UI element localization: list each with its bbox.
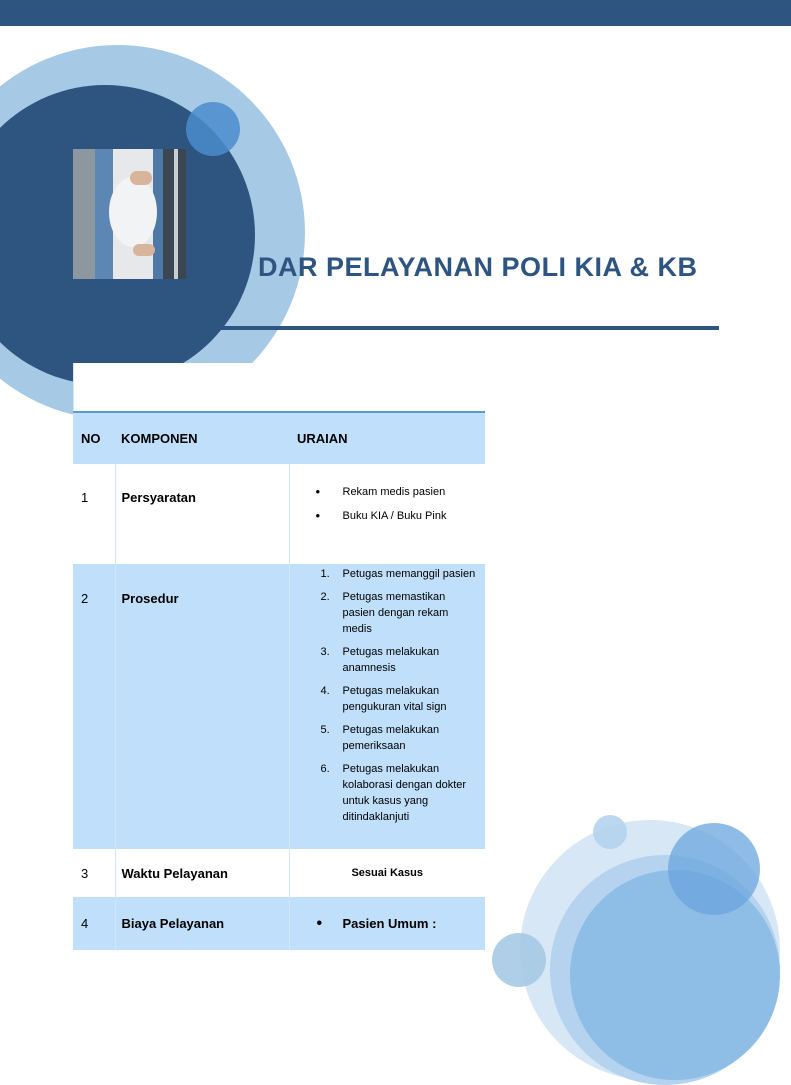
title-underline [215, 326, 719, 330]
list-item: 5. Petugas melakukan pemeriksaan [320, 724, 440, 752]
list-item: • Rekam medis pasien [290, 484, 486, 500]
fee-item: • Pasien Umum : [290, 916, 486, 931]
row-uraian [289, 897, 485, 950]
decor-circle-small [186, 102, 240, 156]
table-row [73, 464, 485, 564]
row-uraian [289, 564, 485, 849]
row-number: 3 [73, 849, 115, 897]
row-number: 4 [73, 897, 115, 950]
top-banner-bar [0, 0, 791, 26]
row-komponen: Prosedur [115, 564, 289, 849]
decor-circle-bottom-right-inner [570, 870, 780, 1080]
list-item: 4. Petugas melakukan pengukuran vital sign [320, 685, 447, 713]
decor-circle-bottom-small-1 [593, 815, 627, 849]
page-title: DAR PELAYANAN POLI KIA & KB [258, 252, 698, 282]
table-row [73, 897, 485, 950]
table-header-row [73, 412, 485, 464]
table-row [73, 849, 485, 897]
service-standard-table [73, 411, 485, 950]
table-row [73, 564, 485, 849]
row-number: 1 [73, 464, 115, 564]
row-komponen: Waktu Pelayanan [115, 849, 289, 897]
list-item: 1. Petugas memanggil pasien [320, 568, 476, 580]
list-item: 3. Petugas melakukan anamnesis [320, 646, 440, 674]
requirements-list [290, 464, 486, 524]
row-komponen: Biaya Pelayanan [115, 897, 289, 950]
decor-circle-bottom-small-2 [492, 933, 546, 987]
decor-circle-bottom-right-highlight [668, 823, 760, 915]
list-item: 6. Petugas melakukan kolaborasi dengan dokter untuk kasus yang ditindaklanjuti [320, 763, 467, 823]
service-standard-table-wrapper [73, 363, 485, 950]
header-no: NO [73, 412, 115, 464]
pregnant-woman-photo [73, 149, 186, 279]
procedure-list [290, 564, 486, 825]
header-uraian: URAIAN [289, 412, 485, 464]
row-komponen: Persyaratan [115, 464, 289, 564]
list-item: • Buku KIA / Buku Pink [290, 508, 486, 524]
header-komponen: KOMPONEN [115, 412, 289, 464]
table-top-spacer [73, 363, 485, 411]
row-number: 2 [73, 564, 115, 849]
list-item: 2. Petugas memastikan pasien dengan rekam medis [320, 591, 449, 635]
row-uraian [289, 464, 485, 564]
row-uraian: Sesuai Kasus [351, 867, 424, 879]
